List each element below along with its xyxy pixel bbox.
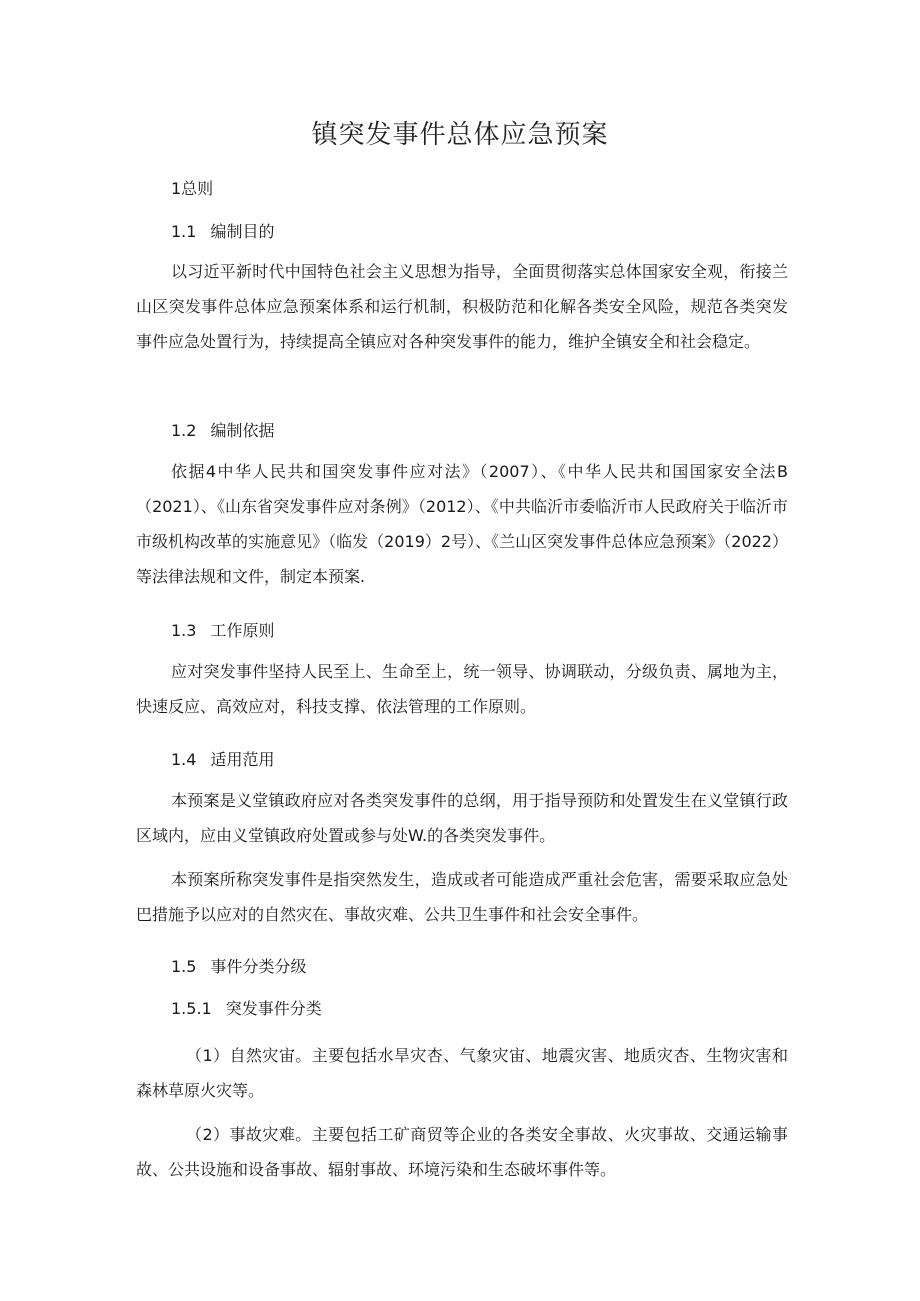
paragraph-scope-2: 本预案所称突发事件是指突然发生，造成或者可能造成严重社会危害，需要采取应急处巴措施予以应对的自然灾在、事故灾难、公共卫生事件和社会安全事件。 xyxy=(136,870,788,924)
heading-1-3-number: 1.3 xyxy=(171,621,197,640)
heading-1-5-label: 事件分类分级 xyxy=(210,957,307,976)
paragraph-purpose: 以习近平新时代中国特色社会主义思想为指导，全面贯彻落实总体国家安全观，衔接兰山区突发事件总体应急预案体系和运行机制，积极防范和化解各类安全风险，规范各类突发事件应急处置行为，持续提高全镇应对各种突发事件的能力，维护全镇安全和社会稳定。 xyxy=(136,262,788,351)
heading-1-2-number: 1.2 xyxy=(171,421,197,440)
heading-1-3 xyxy=(171,618,274,641)
paragraph-basis: 依据4中华人民共和国突发事件应对法》（2007）、《中华人民共和国国家安全法B（2021）、《山东省突发事件应对条例》（2012）、《中共临沂市委临沂市人民政府关于临沂市市级机构改革的实施意见》（临发（2019）2号）、《兰山区突发事件总体应急预案》（2022）等法律法规和文件，制定本预案. xyxy=(136,462,788,586)
heading-1-1-label: 编制目的 xyxy=(210,222,275,241)
heading-1-5-1 xyxy=(171,996,322,1019)
paragraph-principles: 应对突发事件坚持人民至上、生命至上，统一领导、协调联动，分级负责、属地为主，快速反应、高效应对，科技支撑、依法管理的工作原则。 xyxy=(136,662,788,716)
heading-1-5-1-number: 1.5.1 xyxy=(171,999,212,1018)
heading-1-5-number: 1.5 xyxy=(171,957,197,976)
list-item-accidents: （2）事故灾难。主要包括工矿商贸等企业的各类安全事故、火灾事故、交通运输事故、公共设施和设备事故、辐射事故、环境污染和生态破坏事件等。 xyxy=(136,1125,788,1179)
heading-1-5-1-label: 突发事件分类 xyxy=(225,999,322,1018)
heading-1-5 xyxy=(171,954,306,977)
heading-1-2-label: 编制依据 xyxy=(210,421,275,440)
list-item-natural-disasters: （1）自然灾宙。主要包括水旱灾杏、气象灾宙、地震灾害、地质灾杏、生物灾害和森林草原火灾等。 xyxy=(136,1046,788,1100)
document-title: 镇突发事件总体应急预案 xyxy=(311,120,609,150)
heading-1-1 xyxy=(171,219,274,242)
heading-1-4 xyxy=(171,747,274,770)
heading-1-2 xyxy=(171,418,274,441)
heading-1-3-label: 工作原则 xyxy=(210,621,275,640)
heading-1: 1总则 xyxy=(171,179,214,198)
heading-1-4-number: 1.4 xyxy=(171,750,197,769)
heading-1-4-label: 适用范用 xyxy=(210,750,275,769)
paragraph-scope-1: 本预案是义堂镇政府应对各类突发事件的总纲，用于指导预防和处置发生在义堂镇行政区域内，应由义堂镇政府处置或参与处W.的各类突发事件。 xyxy=(136,791,788,845)
heading-1-1-number: 1.1 xyxy=(171,222,197,241)
